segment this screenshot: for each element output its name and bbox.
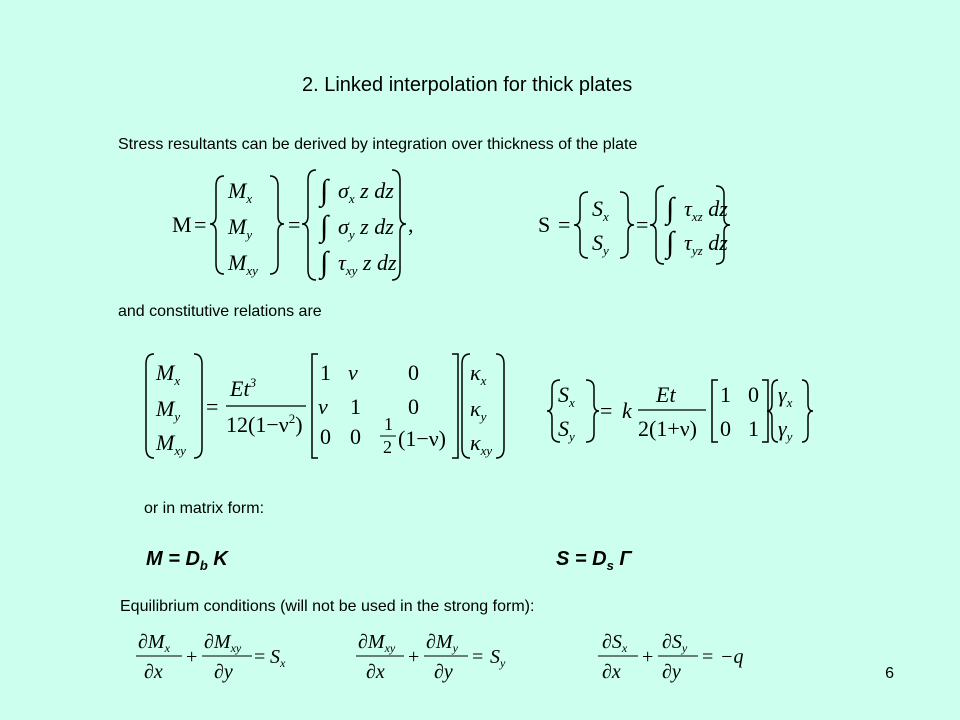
svg-text:σx z dz: $\sigma_x$ z dz [338, 178, 394, 206]
svg-text:,: , [408, 212, 414, 237]
svg-text:0: 0 [350, 424, 361, 449]
svg-text:τyz dz: $\tau_{yz}$ dz [684, 230, 728, 258]
equilibrium-equation-2 [356, 628, 516, 684]
shear-constitutive-equation [552, 378, 812, 444]
svg-text:∫: ∫ [320, 246, 329, 279]
svg-text:∂x: ∂x [602, 661, 621, 683]
svg-text:0: 0 [720, 416, 731, 441]
svg-text:−q: −q [720, 646, 744, 668]
moment-definition-equation [172, 166, 432, 284]
equilibrium-text: Equilibrium conditions (will not be used in the strong form): [120, 598, 535, 615]
svg-text:∂Sx: $\partial S_x$ [602, 631, 628, 655]
svg-text:=: = [636, 212, 649, 237]
svg-text:Sx: $S_x$ [270, 646, 286, 670]
svg-text:κxy: $\kappa_{xy}$ [470, 430, 493, 458]
svg-text:κy: $\kappa_y$ [470, 396, 487, 424]
svg-text:Sy: $S_y$ [490, 646, 506, 670]
svg-text:γy: $\gamma_y$ [778, 416, 793, 444]
constitutive-text: and constitutive relations are [118, 303, 322, 320]
svg-text:+: + [408, 646, 420, 668]
bending-matrix-form: $M = D_b$ K [146, 548, 228, 573]
svg-text:1: 1 [748, 416, 759, 441]
svg-text:+: + [642, 646, 654, 668]
svg-text:∂x: ∂x [366, 661, 385, 683]
svg-text:0: 0 [408, 394, 419, 419]
svg-text:∂Mxy: $\partial M_{xy}$ [204, 631, 242, 655]
equilibrium-equation-3 [598, 628, 758, 684]
shear-matrix-form: $S = D_s$ Γ [556, 548, 632, 573]
svg-text:Mx: $M_x$ [228, 178, 253, 206]
svg-text:=: = [254, 646, 266, 668]
svg-text:Sy: $S_y$ [558, 416, 575, 444]
svg-text:1: 1 [720, 382, 731, 407]
bending-constitutive-equation [146, 352, 506, 460]
svg-text:∂Mx: $\partial M_x$ [138, 631, 170, 655]
svg-text:=: = [288, 212, 301, 237]
svg-text:∫: ∫ [666, 192, 675, 225]
svg-text:∫: ∫ [666, 226, 675, 259]
slide-title: 2. Linked interpolation for thick plates [302, 74, 633, 96]
svg-text:Sx: $S_x$ [558, 382, 575, 410]
svg-text:τxz dz: $\tau_{xz}$ dz [684, 196, 728, 224]
svg-text:0: 0 [408, 360, 419, 385]
M-symbol: M [172, 212, 192, 237]
svg-text:∂y: ∂y [662, 661, 681, 683]
svg-text:=: = [702, 646, 714, 668]
svg-text:(1−ν): (1−ν) [398, 426, 447, 451]
svg-text:∂Sy: $\partial S_y$ [662, 631, 688, 655]
svg-text:My: $M_y$ [156, 396, 181, 424]
svg-text:k: k [622, 398, 632, 423]
svg-text:1: 1 [350, 394, 361, 419]
svg-text:0: 0 [320, 424, 331, 449]
svg-text:12(1−ν2): $12(1-\nu^2)$ [226, 411, 303, 437]
svg-text:0: 0 [748, 382, 759, 407]
svg-text:S: S [538, 212, 551, 237]
svg-text:ν: ν [348, 360, 358, 385]
svg-text:∂y: ∂y [214, 661, 233, 683]
svg-text:My: $M_y$ [228, 214, 253, 242]
svg-text:Mx: $M_x$ [156, 360, 181, 388]
svg-text:1: 1 [320, 360, 331, 385]
svg-text:∫: ∫ [320, 210, 329, 243]
svg-text:κx: $\kappa_x$ [470, 360, 487, 388]
svg-text:σy z dz: $\sigma_y$ z dz [338, 214, 394, 242]
svg-text:=: = [558, 212, 571, 237]
svg-text:Et3: Et$^3$ [230, 375, 257, 401]
svg-text:ν: ν [318, 394, 328, 419]
svg-text:Et: Et [656, 382, 676, 407]
svg-text:∫: ∫ [320, 174, 329, 207]
svg-text:∂y: ∂y [434, 661, 453, 683]
svg-text:=: = [472, 646, 484, 668]
svg-text:2: 2 [383, 437, 392, 457]
svg-text:∂Mxy: $\partial M_{xy}$ [358, 631, 396, 655]
svg-text:τxy z dz: $\tau_{xy}$ z dz [338, 250, 397, 278]
svg-text:=: = [600, 398, 613, 423]
matrix-form-text: or in matrix form: [144, 500, 265, 517]
svg-text:Sx: $S_x$ [592, 196, 609, 224]
equilibrium-equation-1 [136, 628, 296, 684]
svg-text:Mxy: $M_{xy}$ [156, 430, 186, 458]
svg-text:=: = [206, 394, 219, 419]
svg-text:∂x: ∂x [144, 661, 163, 683]
svg-text:γx: $\gamma_x$ [778, 382, 793, 410]
svg-text:2(1+ν): 2(1+ν) [638, 416, 698, 441]
svg-text:Mxy: $M_{xy}$ [228, 250, 258, 278]
svg-text:=: = [194, 212, 207, 237]
svg-text:1: 1 [384, 414, 393, 434]
svg-text:+: + [186, 646, 198, 668]
svg-text:∂My: $\partial M_y$ [426, 631, 458, 655]
shear-definition-equation [538, 184, 738, 266]
svg-text:Sy: $S_y$ [592, 230, 609, 258]
page-number: 6 [885, 665, 894, 682]
intro-text: Stress resultants can be derived by integration over thickness of the plate [118, 136, 638, 153]
